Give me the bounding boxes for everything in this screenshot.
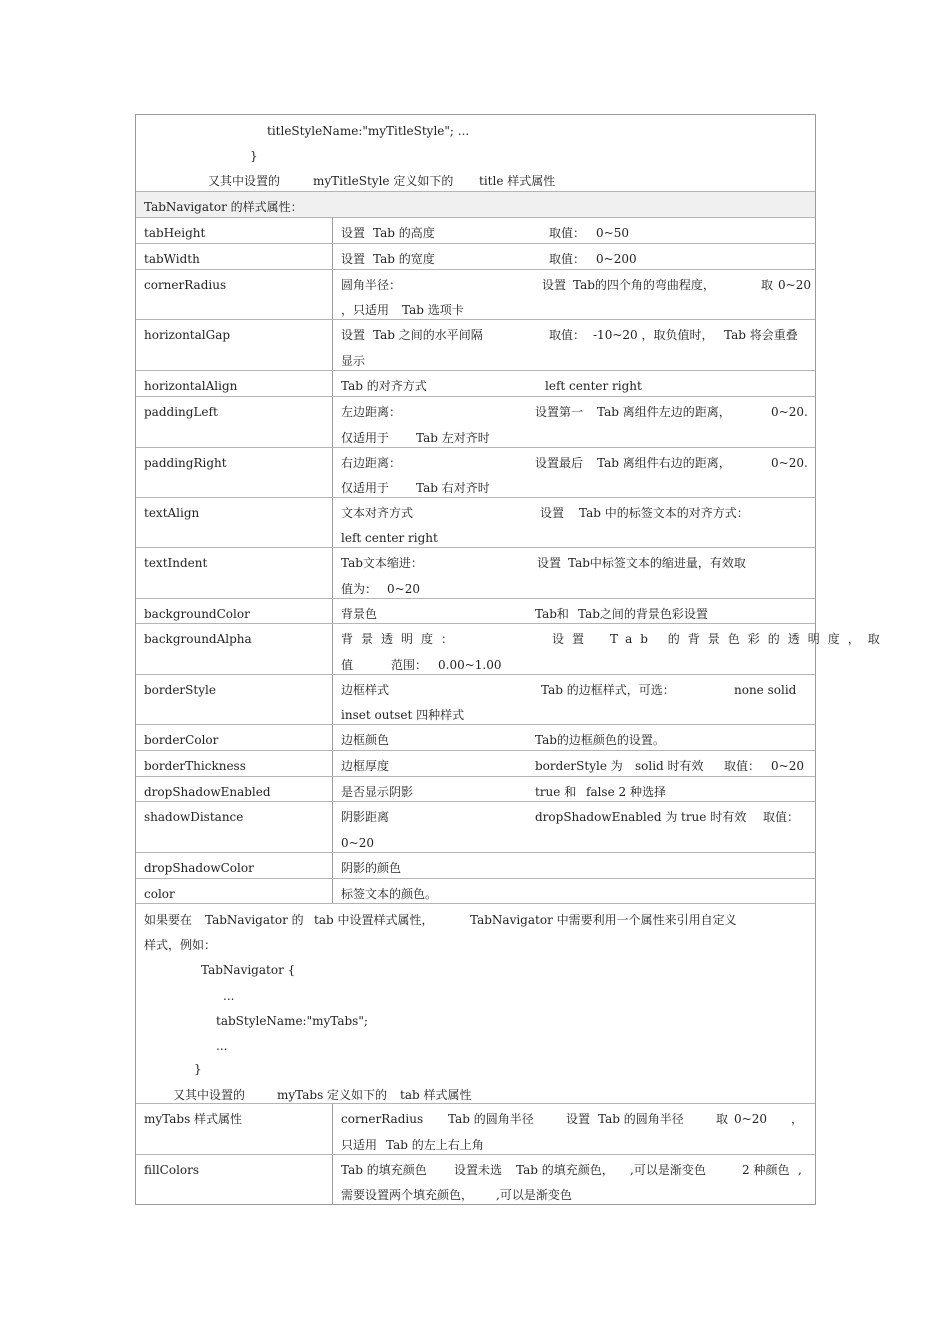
prop-desc: Tab 的填充颜色 xyxy=(341,1163,427,1177)
table-row xyxy=(136,1103,815,1154)
prop-desc: Tab 的对齐方式 xyxy=(341,379,427,393)
prop-desc: 值为： xyxy=(341,582,378,596)
note-text: 样式，例如： xyxy=(144,938,217,952)
table-row xyxy=(136,396,815,447)
table-row xyxy=(136,1154,815,1204)
prop-name: tabWidth xyxy=(144,252,200,266)
note-text: tab 样式属性 xyxy=(400,1088,472,1102)
prop-desc: Tab 之间的水平间隔 xyxy=(373,328,483,342)
prop-name: textIndent xyxy=(144,556,208,570)
prop-desc: Tab 离组件右边的距离， xyxy=(597,456,731,470)
prop-desc: 设置 xyxy=(566,1112,591,1126)
prop-desc: Tab中标签文本的缩进量，有效取 xyxy=(568,556,746,570)
prop-desc: Tab 离组件左边的距离， xyxy=(597,405,731,419)
prop-name: color xyxy=(144,887,175,901)
prop-desc: Tab 的左上右上角 xyxy=(386,1138,484,1152)
prop-desc: Tab 的高度 xyxy=(373,226,435,240)
code-line: ... xyxy=(216,1039,228,1053)
prop-desc: 边框颜色 xyxy=(341,733,390,747)
prop-desc: true 和 xyxy=(535,785,577,799)
prop-desc: 设置 xyxy=(552,632,593,646)
prop-desc: 设置第一 xyxy=(535,405,584,419)
prop-desc: Tab文本缩进： xyxy=(341,556,423,570)
prop-desc: ， xyxy=(791,1112,804,1126)
prop-desc: 设置 xyxy=(341,226,366,240)
prop-desc: 取值： xyxy=(549,226,586,240)
prop-name: myTabs 样式属性 xyxy=(144,1112,243,1126)
prop-name: dropShadowEnabled xyxy=(144,785,271,799)
prop-name: tabHeight xyxy=(144,226,206,240)
prop-desc: 设置最后 xyxy=(535,456,584,470)
intro-text-a: 又其中设置的 xyxy=(208,174,281,188)
prop-desc: 取 xyxy=(761,278,774,292)
code-line: } xyxy=(194,1062,202,1076)
table-row xyxy=(136,370,815,396)
prop-name: textAlign xyxy=(144,506,200,520)
prop-desc: 0~20 xyxy=(341,836,374,850)
prop-desc: 显示 xyxy=(341,354,366,368)
prop-desc: false 2 种选择 xyxy=(586,785,666,799)
prop-desc: Tab的边框颜色的设置。 xyxy=(535,733,665,747)
prop-desc: none solid xyxy=(734,683,797,697)
table-row xyxy=(136,623,888,674)
prop-desc: 需要设置两个填充颜色， xyxy=(341,1188,474,1202)
prop-desc: left center right xyxy=(341,531,438,545)
prop-desc: 仅适用于 xyxy=(341,481,390,495)
prop-desc: cornerRadius xyxy=(341,1112,424,1126)
prop-name: borderColor xyxy=(144,733,219,747)
prop-desc: 设置 xyxy=(341,328,366,342)
note-text: myTabs 定义如下的 xyxy=(277,1088,388,1102)
prop-name: paddingLeft xyxy=(144,405,218,419)
prop-desc: 边框样式 xyxy=(341,683,390,697)
table-row xyxy=(136,852,815,878)
prop-desc: 0~20. xyxy=(771,456,808,470)
table-row xyxy=(136,269,815,319)
prop-desc: Tab 右对齐时 xyxy=(416,481,490,495)
prop-desc: 文本对齐方式 xyxy=(341,506,414,520)
prop-desc: Tab 的宽度 xyxy=(373,252,435,266)
prop-desc: 设置 xyxy=(537,556,562,570)
note-text: TabNavigator 中需要利用一个属性来引用自定义 xyxy=(470,913,737,927)
section-header-row xyxy=(136,191,815,217)
prop-desc: 0.00~1.00 xyxy=(438,658,502,672)
prop-desc: 取值： xyxy=(763,810,800,824)
note-text: 又其中设置的 xyxy=(173,1088,246,1102)
intro-text-c: title 样式属性 xyxy=(479,174,556,188)
table-row xyxy=(136,801,815,852)
prop-desc: Tab 的背景色彩的透明度，取 xyxy=(610,632,888,646)
prop-name: horizontalGap xyxy=(144,328,231,342)
prop-desc: borderStyle 为 xyxy=(535,759,623,773)
prop-desc: 取值： xyxy=(549,328,586,342)
prop-desc: 是否显示阴影 xyxy=(341,785,414,799)
note-text: 如果要在 xyxy=(144,913,193,927)
prop-desc: ,可以是渐变色 xyxy=(496,1188,572,1202)
prop-desc: , xyxy=(798,1163,802,1177)
code-title-style: titleStyleName:"myTitleStyle"; ... xyxy=(267,124,470,138)
prop-name: paddingRight xyxy=(144,456,227,470)
prop-desc: Tab之间的背景色彩设置 xyxy=(578,607,708,621)
prop-desc: Tab 的圆角半径 xyxy=(448,1112,534,1126)
prop-desc: Tab的四个角的弯曲程度， xyxy=(573,278,715,292)
note-text: TabNavigator 的 xyxy=(205,913,304,927)
prop-desc: 取值： xyxy=(724,759,761,773)
prop-desc: 右边距离： xyxy=(341,456,402,470)
prop-desc: Tab 左对齐时 xyxy=(416,431,490,445)
prop-desc: 设置 xyxy=(540,506,565,520)
table-row xyxy=(136,750,815,776)
table-row xyxy=(136,598,815,623)
table-row xyxy=(136,724,815,750)
intro-text-b: myTitleStyle 定义如下的 xyxy=(313,174,454,188)
prop-desc: Tab 将会重叠 xyxy=(724,328,798,342)
prop-name: horizontalAlign xyxy=(144,379,238,393)
prop-desc: 背景透明度： xyxy=(341,632,462,646)
prop-desc: -10~20 ，取负值时， xyxy=(593,328,714,342)
prop-desc: 范围： xyxy=(391,658,428,672)
prop-desc: 边框厚度 xyxy=(341,759,390,773)
prop-desc: 标签文本的颜色。 xyxy=(341,887,438,901)
table-row xyxy=(136,447,815,497)
table-row xyxy=(136,674,815,724)
table-row xyxy=(136,776,815,801)
prop-desc: Tab和 xyxy=(535,607,569,621)
section-header: TabNavigator 的样式属性： xyxy=(144,200,303,214)
prop-name: borderStyle xyxy=(144,683,216,697)
prop-name: fillColors xyxy=(144,1163,200,1177)
prop-desc: 0~20 xyxy=(734,1112,767,1126)
table-row xyxy=(136,497,815,547)
prop-desc: 0~50 xyxy=(596,226,629,240)
prop-desc: solid 时有效 xyxy=(635,759,704,773)
prop-desc: 0~200 xyxy=(596,252,637,266)
prop-desc: 0~20 xyxy=(778,278,811,292)
table-row xyxy=(136,217,815,243)
prop-desc: 圆角半径： xyxy=(341,278,402,292)
prop-desc: 阴影距离 xyxy=(341,810,390,824)
prop-desc: ,可以是渐变色 xyxy=(630,1163,706,1177)
prop-desc: 取值： xyxy=(549,252,586,266)
code-brace: } xyxy=(250,149,258,163)
prop-name: backgroundAlpha xyxy=(144,632,252,646)
code-line: tabStyleName:"myTabs"; xyxy=(216,1014,368,1028)
prop-desc: 设置未选 xyxy=(454,1163,503,1177)
prop-desc: 设置 xyxy=(542,278,567,292)
note-block xyxy=(136,903,815,1103)
prop-desc: left center right xyxy=(545,379,642,393)
prop-desc: 只适用 xyxy=(341,1138,378,1152)
prop-desc: 背景色 xyxy=(341,607,378,621)
prop-desc: true 时有效 xyxy=(681,810,747,824)
prop-desc: 取 xyxy=(716,1112,729,1126)
prop-desc: 0~20 xyxy=(387,582,420,596)
prop-desc: 阴影的颜色 xyxy=(341,861,402,875)
prop-desc: 设置 xyxy=(341,252,366,266)
prop-desc: Tab 选项卡 xyxy=(402,303,464,317)
table-row xyxy=(136,243,815,269)
prop-desc: 左边距离： xyxy=(341,405,402,419)
prop-name: cornerRadius xyxy=(144,278,227,292)
table-row xyxy=(136,547,815,598)
prop-desc: dropShadowEnabled 为 xyxy=(535,810,678,824)
prop-desc: 仅适用于 xyxy=(341,431,390,445)
prop-name: shadowDistance xyxy=(144,810,244,824)
table-row xyxy=(136,319,815,370)
prop-desc: Tab 的填充颜色， xyxy=(516,1163,614,1177)
prop-desc: 2 种颜色 xyxy=(742,1163,790,1177)
prop-desc: ，只适用 xyxy=(341,303,390,317)
prop-desc: 0~20 xyxy=(771,759,804,773)
document-frame xyxy=(135,114,888,1205)
prop-desc: 0~20. xyxy=(771,405,808,419)
code-line: ... xyxy=(223,989,235,1003)
prop-desc: Tab 中的标签文本的对齐方式： xyxy=(579,506,749,520)
prop-name: borderThickness xyxy=(144,759,246,773)
prop-name: dropShadowColor xyxy=(144,861,254,875)
prop-desc: 值 xyxy=(341,658,354,672)
table-row xyxy=(136,878,815,903)
prop-name: backgroundColor xyxy=(144,607,250,621)
prop-desc: Tab 的圆角半径 xyxy=(598,1112,684,1126)
code-line: TabNavigator { xyxy=(201,963,296,977)
prop-desc: Tab 的边框样式，可选： xyxy=(541,683,675,697)
prop-desc: inset outset 四种样式 xyxy=(341,708,465,722)
note-text: tab 中设置样式属性， xyxy=(314,913,434,927)
